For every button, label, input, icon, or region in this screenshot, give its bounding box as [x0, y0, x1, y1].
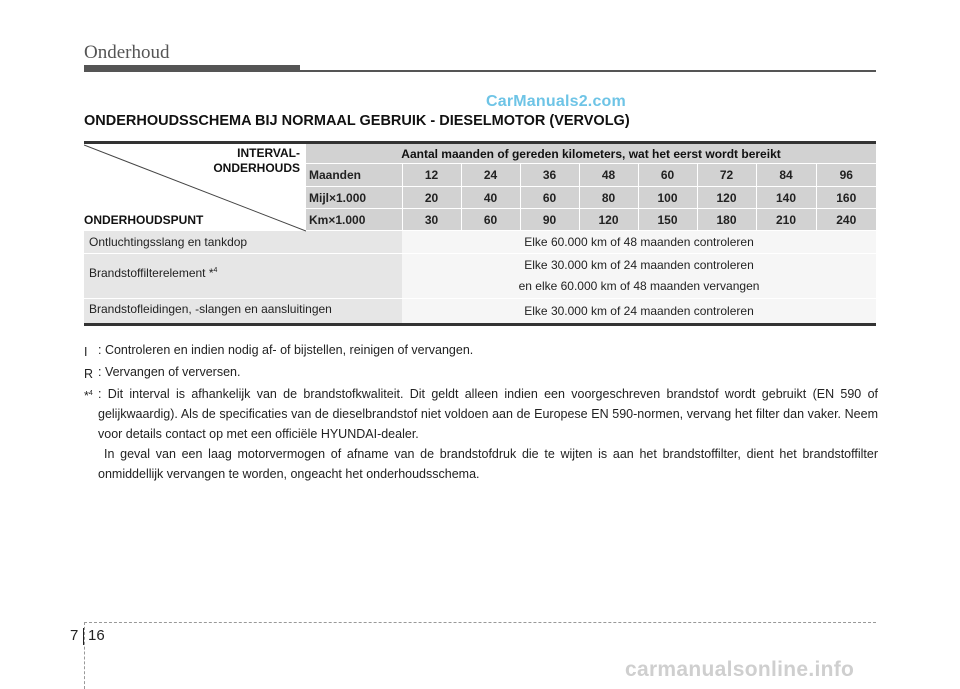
- km-value: 180: [697, 209, 756, 231]
- interval-corner-cell: [84, 143, 306, 231]
- section-title-bar: [84, 65, 300, 72]
- legend-key: R: [84, 367, 94, 382]
- km-label: Km×1.000: [306, 209, 402, 231]
- maintenance-item-label: ONDERHOUDSPUNT: [84, 213, 204, 227]
- site-watermark: carmanualsonline.info: [625, 658, 855, 681]
- month-value: 48: [579, 164, 638, 187]
- km-value: 210: [756, 209, 816, 231]
- legend-item: *$^4$ : Dit interval is afhankelijk van de brandstofkwaliteit. Dit geldt alleen indien een voorgeschreven brandstof wordt gebruikt (EN 590 of gelijkwaardig). Als de specificaties van de dieselbrandstof niet voldoen aan de Europese EN 590-normen, vervang het filter dan vaker. Neem voor details contact op met een officiële HYUNDAI-dealer. In geval van een laag motorvermogen of afname van de brandstofdruk die te wijten is aan het brandstoffilter, dient het brandstoffilter onmiddellijk vervangen te worden, ongeacht het onderhoudsschema.: [84, 384, 878, 484]
- legend-item: R : Vervangen of verversen.: [84, 362, 878, 384]
- maintenance-label: ONDERHOUDS: [213, 161, 300, 175]
- item-name: Brandstoffilterelement *: [89, 266, 214, 280]
- miles-value: 80: [579, 187, 638, 209]
- table-row: [84, 254, 876, 299]
- section-title-rule: [300, 70, 876, 72]
- month-value: 24: [461, 164, 520, 187]
- km-value: 60: [461, 209, 520, 231]
- km-value: 90: [520, 209, 579, 231]
- km-value: 120: [579, 209, 638, 231]
- table-row: [84, 231, 876, 254]
- maintenance-item: Ontluchtingsslang en tankdop: [84, 231, 402, 254]
- km-value: 150: [638, 209, 697, 231]
- months-label: Maanden: [306, 164, 402, 187]
- interval-text: Elke 30.000 km of 24 maanden controleren: [524, 303, 754, 318]
- legend: [84, 340, 878, 484]
- miles-value: 140: [756, 187, 816, 209]
- miles-value: 20: [402, 187, 461, 209]
- table-row: [84, 299, 876, 325]
- maintenance-interval: [402, 299, 876, 325]
- month-value: 96: [816, 164, 876, 187]
- legend-key: *$^4$: [84, 389, 93, 404]
- legend-text: In geval van een laag motorvermogen of afname van de brandstofdruk die te wijten is aan het brandstoffilter, dient het brandstoffilter onmiddellijk vervangen te worden, ongeacht het onderhoudsschema.: [98, 447, 878, 482]
- maintenance-table: [84, 141, 876, 326]
- watermark-link[interactable]: CarManuals2.com: [486, 93, 626, 110]
- legend-key: I: [84, 345, 88, 360]
- miles-label: Mijl×1.000: [306, 187, 402, 209]
- km-value: 30: [402, 209, 461, 231]
- page-number-divider: [83, 628, 84, 645]
- maintenance-item: [84, 254, 402, 299]
- legend-text: Controleren en indien nodig af- of bijstellen, reinigen of vervangen.: [104, 343, 474, 357]
- interval-label: INTERVAL-: [237, 146, 300, 160]
- page-number: 16: [88, 627, 105, 644]
- month-value: 36: [520, 164, 579, 187]
- miles-value: 100: [638, 187, 697, 209]
- footnote-marker: 4: [213, 267, 218, 274]
- footer-vertical-rule: [84, 622, 85, 689]
- chapter-number: 7: [70, 627, 79, 644]
- maintenance-interval: [402, 254, 876, 299]
- interval-text: en elke 60.000 km of 48 maanden vervangen: [518, 279, 760, 293]
- footer-rule: [84, 622, 876, 623]
- legend-item: I : Controleren en indien nodig af- of bijstellen, reinigen of vervangen.: [84, 340, 878, 362]
- miles-value: 160: [816, 187, 876, 209]
- maintenance-item: Brandstofleidingen, -slangen en aansluitingen: [84, 299, 402, 325]
- interval-header: Aantal maanden of gereden kilometers, wat het eerst wordt bereikt: [306, 143, 876, 164]
- month-value: 84: [756, 164, 816, 187]
- interval-text: Elke 30.000 km of 24 maanden controleren: [524, 258, 754, 272]
- miles-value: 60: [520, 187, 579, 209]
- month-value: 60: [638, 164, 697, 187]
- miles-value: 40: [461, 187, 520, 209]
- legend-text: Dit interval is afhankelijk van de brandstofkwaliteit. Dit geldt alleen indien een voorgeschreven brandstof wordt gebruikt (EN 590 of gelijkwaardig). Als de specificaties van de dieselbrandstof niet voldoen aan de Europese EN 590-normen, vervang het filter dan vaker. Neem voor details contact op met een officiële HYUNDAI-dealer.: [98, 387, 878, 442]
- maintenance-interval: [402, 231, 876, 254]
- month-value: 12: [402, 164, 461, 187]
- month-value: 72: [697, 164, 756, 187]
- miles-value: 120: [697, 187, 756, 209]
- km-value: 240: [816, 209, 876, 231]
- section-title: Onderhoud: [84, 42, 170, 63]
- schedule-heading: ONDERHOUDSSCHEMA BIJ NORMAAL GEBRUIK - DIESELMOTOR (VERVOLG): [84, 113, 630, 129]
- interval-text: Elke 60.000 km of 48 maanden controleren: [524, 234, 754, 249]
- legend-text: Vervangen of verversen.: [104, 365, 241, 380]
